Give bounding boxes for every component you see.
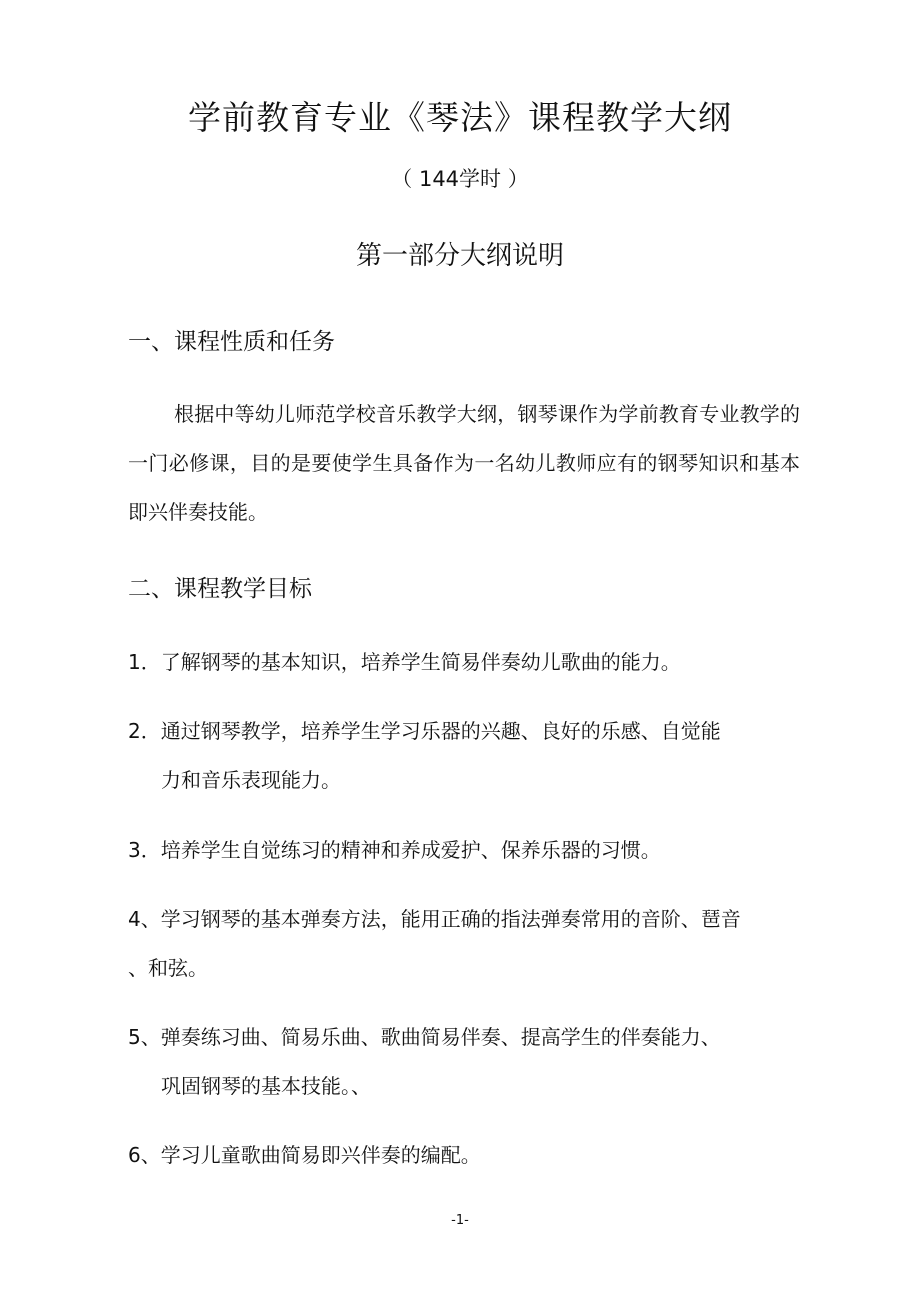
document-title: 学前教育专业《琴法》课程教学大纲 <box>188 98 732 137</box>
goal-item-3 <box>128 836 808 864</box>
goal-item-6 <box>128 1141 808 1169</box>
goal-item-4 <box>128 905 808 933</box>
page-number: -1- <box>451 1213 469 1228</box>
goal-item-number: 2． <box>128 719 161 743</box>
goal-item-text: 学习儿童歌曲简易即兴伴奏的编配。 <box>160 1143 481 1167</box>
goal-item-number: 1． <box>128 650 161 674</box>
goal-item-5-continuation: 巩固钢琴的基本技能。、 <box>161 1074 371 1098</box>
goal-item-number: 3． <box>128 838 161 862</box>
goal-item-2 <box>128 717 808 745</box>
goal-item-1 <box>128 648 808 676</box>
class-hours-subtitle: （ 144学时 ） <box>391 167 529 191</box>
goal-item-5 <box>128 1023 808 1051</box>
goal-item-2-continuation: 力和音乐表现能力。 <box>161 768 341 792</box>
section1-paragraph: 根据中等幼儿师范学校音乐教学大纲，钢琴课作为学前教育专业教学的一门必修课，目的是要使学生具备作为一名幼儿教师应有的钢琴知识和基本即兴伴奏技能。 <box>128 402 800 524</box>
goal-item-number: 6、 <box>128 1143 161 1167</box>
goal-item-number: 5、 <box>128 1025 161 1049</box>
goal-item-text: 学习钢琴的基本弹奏方法，能用正确的指法弹奏常用的音阶、琶音 <box>160 907 741 931</box>
goal-item-text: 弹奏练习曲、简易乐曲、歌曲简易伴奏、提高学生的伴奏能力、 <box>160 1025 721 1049</box>
section-heading-nature-tasks: 一、课程性质和任务 <box>128 329 335 355</box>
goal-item-number: 4、 <box>128 907 161 931</box>
goal-item-text: 了解钢琴的基本知识，培养学生简易伴奏幼儿歌曲的能力。 <box>160 650 681 674</box>
goal-item-text: 通过钢琴教学，培养学生学习乐器的兴趣、良好的乐感、自觉能 <box>160 719 721 743</box>
goal-item-4-continuation: 、和弦。 <box>128 956 208 980</box>
goal-item-text: 培养学生自觉练习的精神和养成爱护、保养乐器的习惯。 <box>160 838 661 862</box>
section-heading-teaching-goals: 二、课程教学目标 <box>128 576 312 602</box>
part-title: 第一部分大纲说明 <box>355 241 564 271</box>
